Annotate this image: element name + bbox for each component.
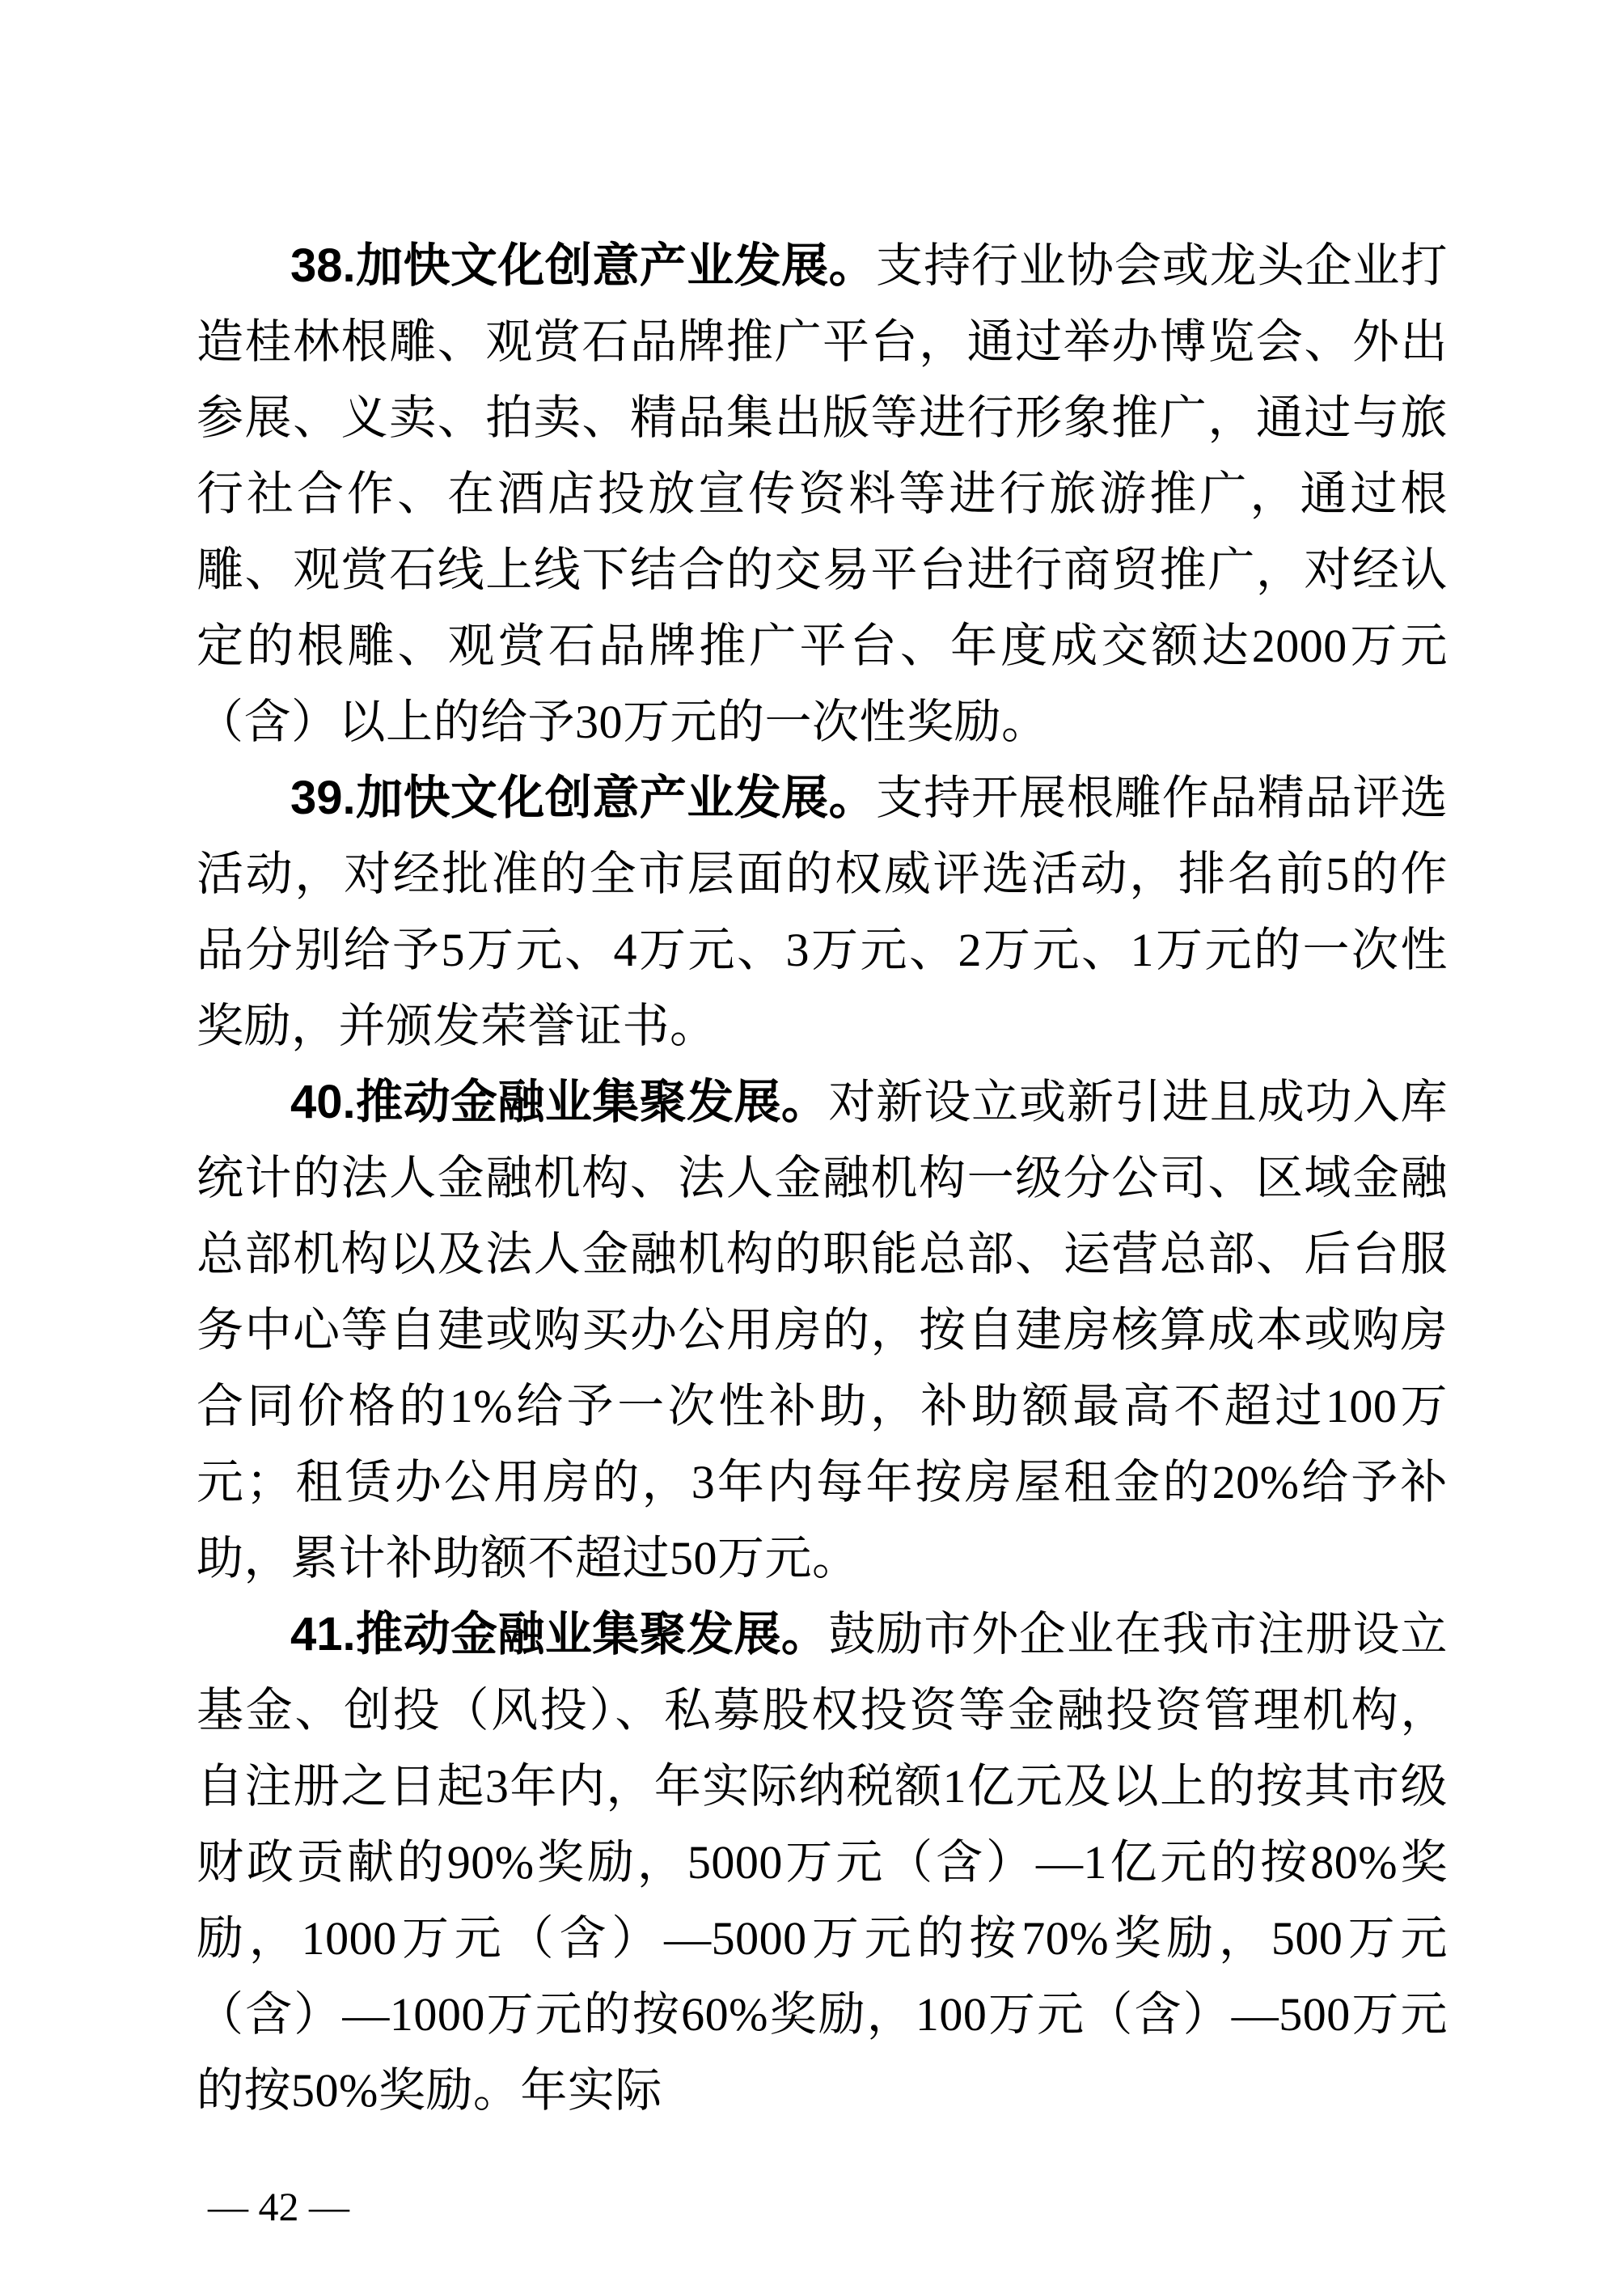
paragraph-38 <box>197 228 1448 760</box>
paragraph-41-heading: 41.推动金融业集聚发展。 <box>290 1608 829 1661</box>
paragraph-41 <box>197 1597 1448 2129</box>
page-footer <box>188 2134 349 2231</box>
page-number: — 42 — <box>208 2184 349 2229</box>
paragraph-40-text: 对新设立或新引进且成功入库统计的法人金融机构、法人金融机构一级分公司、区域金融总部机构以及法人金融机构的职能总部、运营总部、后台服务中心等自建或购买办公用房的，按自建房核算成本或购房合同价格的1%给予一次性补助，补助额最高不超过100万元；租赁办公用房的，3年内每年按房屋租金的20%给予补助，累计补助额不超过50万元。 <box>197 1076 1448 1584</box>
paragraph-40 <box>197 1064 1448 1597</box>
paragraph-40-heading: 40.推动金融业集聚发展。 <box>290 1076 829 1128</box>
paragraph-39-text: 支持开展根雕作品精品评选活动，对经批准的全市层面的权威评选活动，排名前5的作品分别给予5万元、4万元、3万元、2万元、1万元的一次性奖励，并颁发荣誉证书。 <box>197 772 1448 1052</box>
document-body <box>197 228 1448 2129</box>
paragraph-41-text: 鼓励市外企业在我市注册设立基金、创投（风投）、私募股权投资等金融投资管理机构，自注册之日起3年内，年实际纳税额1亿元及以上的按其市级财政贡献的90%奖励，5000万元（含）—1亿元的按80%奖励，1000万元（含）—5000万元的按70%奖励，500万元（含）—1000万元的按60%奖励，100万元（含）—500万元的按50%奖励。年实际 <box>197 1608 1448 2117</box>
paragraph-38-heading: 38.加快文化创意产业发展。 <box>290 239 877 292</box>
paragraph-39 <box>197 760 1448 1064</box>
paragraph-38-text: 支持行业协会或龙头企业打造桂林根雕、观赏石品牌推广平台，通过举办博览会、外出参展、义卖、拍卖、精品集出版等进行形象推广，通过与旅行社合作、在酒店投放宣传资料等进行旅游推广，通过根雕、观赏石线上线下结合的交易平台进行商贸推广，对经认定的根雕、观赏石品牌推广平台、年度成交额达2000万元（含）以上的给予30万元的一次性奖励。 <box>197 239 1448 748</box>
paragraph-39-heading: 39.加快文化创意产业发展。 <box>290 772 877 824</box>
